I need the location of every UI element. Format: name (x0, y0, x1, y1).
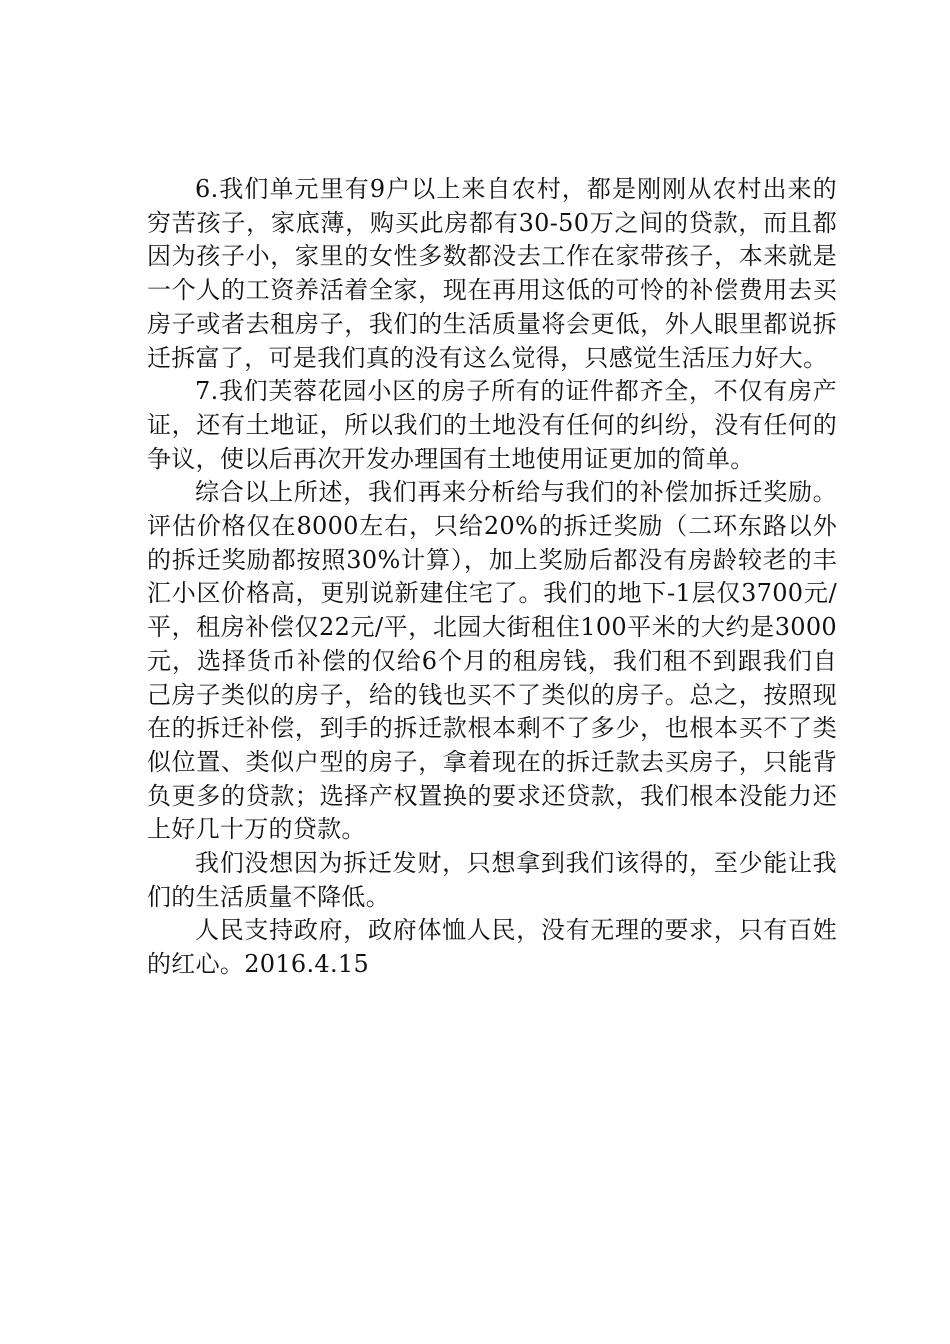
paragraph-item-7: 7.我们芙蓉花园小区的房子所有的证件都齐全，不仅有房产证，还有土地证，所以我们的土地没有任何的纠纷，没有任何的争议，使以后再次开发办理国有土地使用证更加的简单。 (147, 377, 837, 473)
paragraph-request: 我们没想因为拆迁发财，只想拿到我们该得的，至少能让我们的生活质量不降低。 (147, 849, 837, 911)
paragraph-closing: 人民支持政府，政府体恤人民，没有无理的要求，只有百姓的红心。2016.4.15 (147, 916, 837, 979)
document-body (147, 173, 837, 982)
paragraph-item-6: 6.我们单元里有9户以上来自农村，都是刚刚从农村出来的穷苦孩子，家底薄，购买此房都有30-50万之间的贷款，而且都因为孩子小，家里的女性多数都没去工作在家带孩子，本来就是一个人的工资养活着全家，现在再用这低的可怜的补偿费用去买房子或者去租房子，我们的生活质量将会更低，外人眼里都说拆迁拆富了，可是我们真的没有这么觉得，只感觉生活压力好大。 (147, 175, 837, 372)
paragraph-summary: 综合以上所述，我们再来分析给与我们的补偿加拆迁奖励。评估价格仅在8000左右，只给20%的拆迁奖励（二环东路以外的拆迁奖励都按照30%计算），加上奖励后都没有房龄较老的丰汇小区价格高，更别说新建住宅了。我们的地下-1层仅3700元/平，租房补偿仅22元/平，北园大街租住100平米的大约是3000元，选择货币补偿的仅给6个月的租房钱，我们租不到跟我们自己房子类似的房子，给的钱也买不了类似的房子。总之，按照现在的拆迁补偿，到手的拆迁款根本剩不了多少，也根本买不了类似位置、类似户型的房子，拿着现在的拆迁款去买房子，只能背负更多的贷款；选择产权置换的要求还贷款，我们根本没能力还上好几十万的贷款。 (147, 478, 837, 844)
